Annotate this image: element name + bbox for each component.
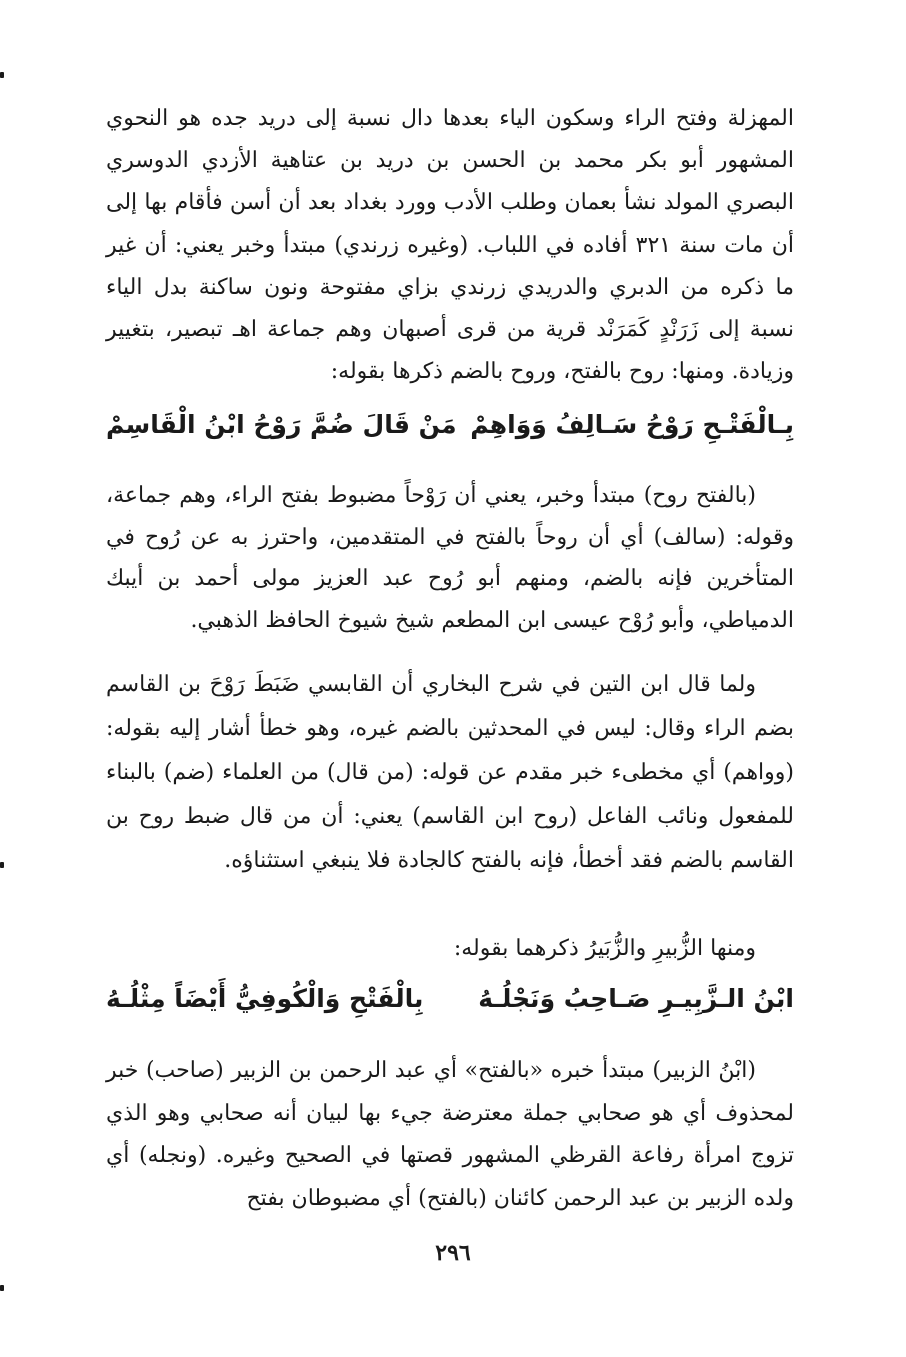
margin-mark	[0, 1285, 4, 1291]
commentary-paragraph-2	[106, 475, 794, 641]
commentary-paragraph-3	[106, 663, 794, 883]
margin-mark	[0, 862, 4, 868]
verse-intro: ومنها الزُّبيرِ والزُّبَيرُ ذكرهما بقوله:	[453, 936, 756, 961]
commentary-paragraph-1	[106, 98, 794, 393]
paragraph-text: المهزلة وفتح الراء وسكون الياء بعدها دال نسبة إلى دريد جده هو النحوي المشهور أبو بكر محمد بن الحسن بن دريد بن عتاهية الأزدي الدوسري البصري المولد نشأ بعمان وطلب الأدب وورد بغداد بعد أن أسن فأقام بها إلى أن مات سنة ٣٢١ أفاده في اللباب. (وغيره زرندي) مبتدأ وخبر يعني: أن غير ما ذكره من الدبري والدريدي زرندي بزاي مفتوحة ونون ساكنة بدل الياء نسبة إلى زَرَنْدٍ كَمَرَنْد قرية من قرى أصبهان وهم جماعة اهـ تبصير، بتغيير وزيادة. ومنها: روح بالفتح، وروح بالضم ذكرها بقوله:	[106, 106, 794, 385]
verse-first-hemistich: بِـالْفَتْـحِ رَوْحُ سَـالِفُ وَوَاهِمْ	[470, 410, 794, 439]
verse-first-hemistich: ابْنُ الـزَّبِيـرِ صَـاحِبُ وَنَجْلُـهُ	[478, 984, 794, 1013]
verse-second-hemistich: بِالْفَتْحِ وَالْكُوفِيُّ أَيْضَاً مِثْلُـهُ	[106, 984, 424, 1013]
paragraph-text: (ابْنُ الزبير) مبتدأ خبره «بالفتح» أي عبد الرحمن بن الزبير (صاحب) خبر لمحذوف أي هو صحابي جملة معترضة جيء بها لبيان أنه صحابي وهو الذي تزوج امرأة رفاعة القرظي المشهور قصتها في الصحيح وغيره. (ونجله) أي ولده الزبير بن عبد الرحمن كائنان (بالفتح) أي مضبوطان بفتح	[106, 1058, 794, 1211]
verse-line-1	[106, 410, 794, 439]
margin-mark	[0, 72, 4, 78]
paragraph-text: (بالفتح روح) مبتدأ وخبر، يعني أن رَوْحاً مضبوط بفتح الراء، وهم جماعة، وقوله: (سالف) أي أن روحاً بالفتح في المتقدمين، واحترز به عن رُوح في المتأخرين فإنه بالضم، ومنهم أبو رُوح عبد العزيز مولى أحمد بن أيبك الدمياطي، وأبو رُوْح عيسى ابن المطعم شيخ شيوخ الحافظ الذهبي.	[106, 483, 794, 633]
paragraph-text: ولما قال ابن التين في شرح البخاري أن القابسي ضَبَطَ رَوْحَ بن القاسم بضم الراء وقال: ليس في المحدثين بالضم غيره، وهو خطأ أشار إليه بقوله: (وواهم) أي مخطىء خبر مقدم عن قوله: (من قال) من العلماء (ضم) بالبناء للمفعول ونائب الفاعل (روح ابن القاسم) يعني: أن من قال ضبط روح بن القاسم بالضم فقد أخطأ، فإنه بالفتح كالجادة فلا ينبغي استثناؤه.	[106, 672, 794, 873]
verse-line-2	[106, 984, 794, 1013]
commentary-paragraph-4	[106, 1050, 794, 1220]
verse-second-hemistich: مَنْ قَالَ ضُمَّ رَوْحُ ابْنُ الْقَاسِمْ	[106, 410, 457, 439]
page-number: ٢٩٦	[435, 1240, 471, 1266]
